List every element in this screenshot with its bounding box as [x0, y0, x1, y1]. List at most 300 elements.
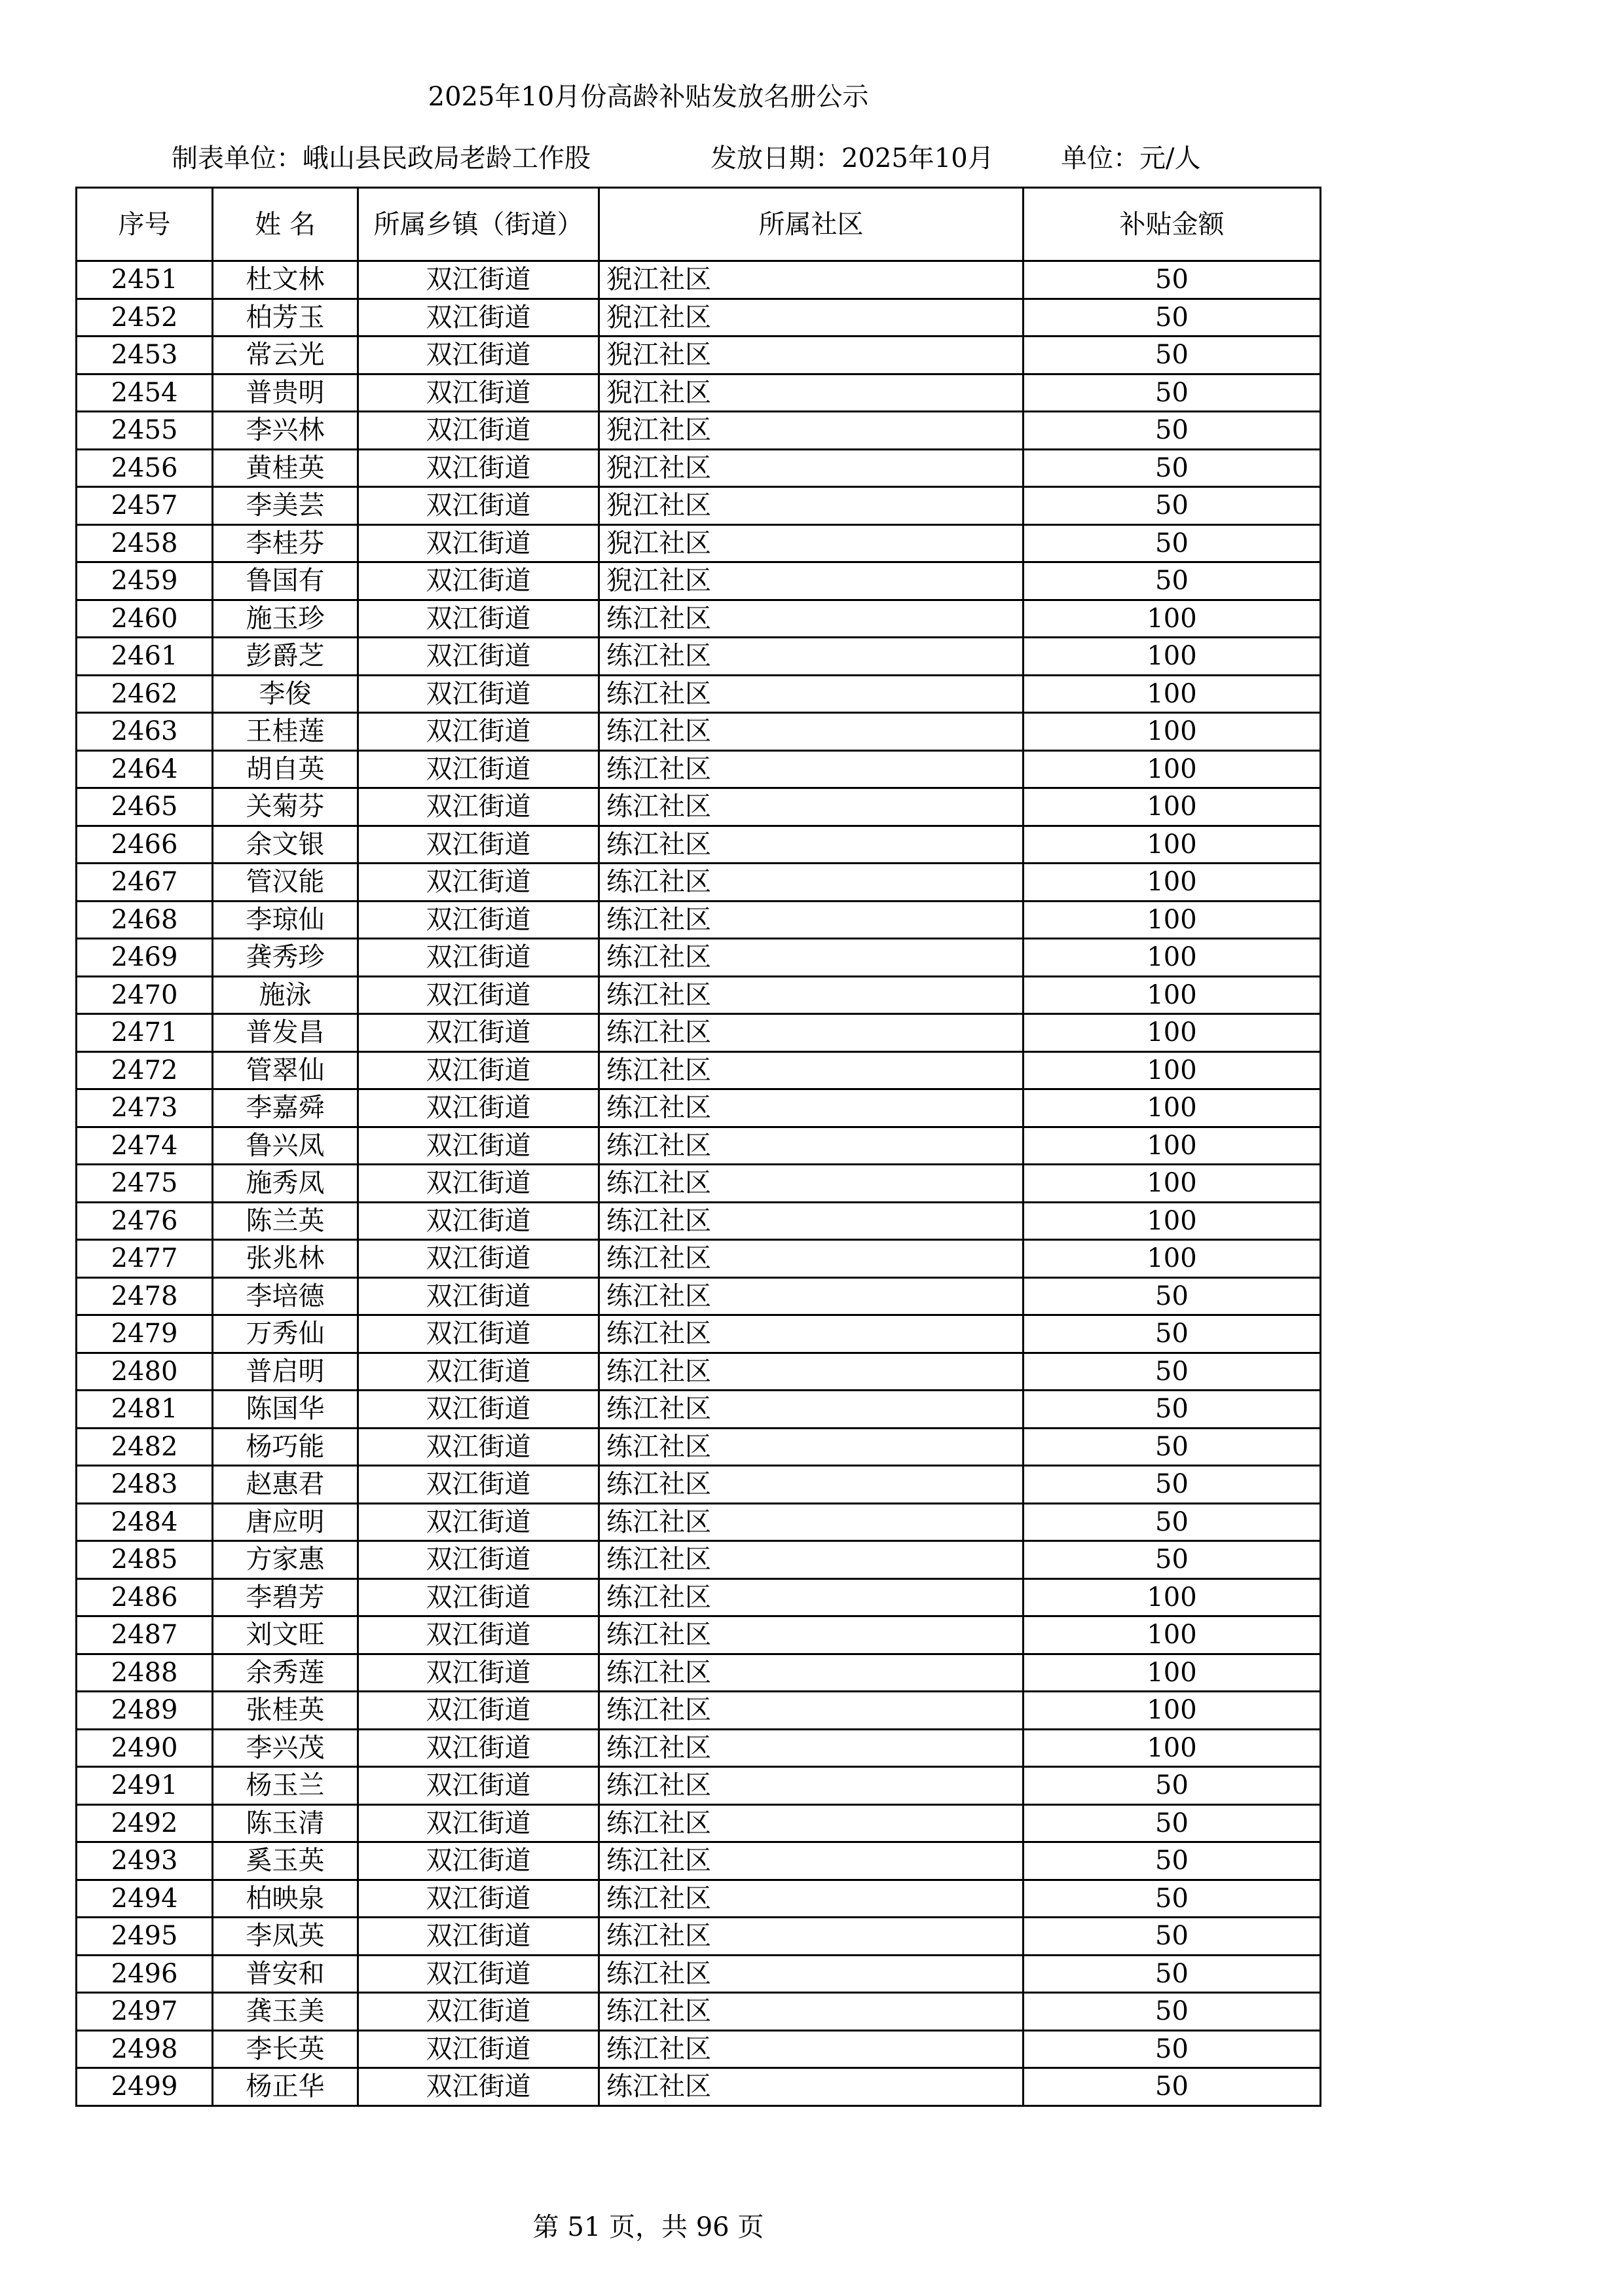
cell-town: 双江街道 [358, 1240, 599, 1278]
cell-town: 双江街道 [358, 374, 599, 412]
table-row [77, 412, 1321, 450]
table-row [77, 1692, 1321, 1730]
cell-community: 练江社区 [599, 1804, 1024, 1842]
cell-name: 杨巧能 [213, 1428, 358, 1466]
cell-name: 杨正华 [213, 2068, 358, 2106]
cell-community: 猊江社区 [599, 524, 1024, 562]
cell-town: 双江街道 [358, 826, 599, 864]
cell-amount: 50 [1024, 1541, 1321, 1579]
cell-amount: 50 [1024, 1918, 1321, 1956]
cell-town: 双江街道 [358, 675, 599, 713]
cell-name: 彭爵芝 [213, 638, 358, 676]
cell-index: 2499 [77, 2068, 213, 2106]
cell-amount: 100 [1024, 750, 1321, 788]
cell-town: 双江街道 [358, 976, 599, 1014]
cell-community: 练江社区 [599, 1315, 1024, 1353]
cell-index: 2469 [77, 939, 213, 977]
cell-amount: 50 [1024, 1955, 1321, 1993]
cell-index: 2473 [77, 1089, 213, 1127]
table-row [77, 1767, 1321, 1805]
table-row [77, 1240, 1321, 1278]
cell-community: 练江社区 [599, 1918, 1024, 1956]
cell-community: 练江社区 [599, 1428, 1024, 1466]
cell-amount: 100 [1024, 826, 1321, 864]
cell-amount: 100 [1024, 1051, 1321, 1089]
cell-name: 余秀莲 [213, 1654, 358, 1692]
cell-community: 练江社区 [599, 1842, 1024, 1880]
cell-community: 猊江社区 [599, 374, 1024, 412]
table-row [77, 1918, 1321, 1956]
cell-community: 猊江社区 [599, 412, 1024, 450]
cell-amount: 100 [1024, 1729, 1321, 1767]
table-row [77, 1051, 1321, 1089]
cell-community: 练江社区 [599, 788, 1024, 826]
cell-index: 2496 [77, 1955, 213, 1993]
cell-name: 李凤英 [213, 1918, 358, 1956]
cell-amount: 50 [1024, 412, 1321, 450]
cell-amount: 50 [1024, 1842, 1321, 1880]
cell-amount: 100 [1024, 1578, 1321, 1616]
table-row [77, 1842, 1321, 1880]
cell-amount: 100 [1024, 901, 1321, 939]
cell-community: 猊江社区 [599, 487, 1024, 525]
cell-name: 李碧芳 [213, 1578, 358, 1616]
cell-amount: 50 [1024, 2068, 1321, 2106]
cell-amount: 50 [1024, 2030, 1321, 2068]
cell-town: 双江街道 [358, 1428, 599, 1466]
cell-community: 练江社区 [599, 600, 1024, 638]
cell-index: 2497 [77, 1993, 213, 2031]
cell-index: 2478 [77, 1277, 213, 1315]
cell-town: 双江街道 [358, 1955, 599, 1993]
cell-name: 李兴林 [213, 412, 358, 450]
cell-name: 李长英 [213, 2030, 358, 2068]
cell-community: 猊江社区 [599, 562, 1024, 600]
table-row [77, 713, 1321, 751]
cell-name: 鲁兴凤 [213, 1127, 358, 1165]
cell-name: 李俊 [213, 675, 358, 713]
cell-index: 2472 [77, 1051, 213, 1089]
cell-town: 双江街道 [358, 524, 599, 562]
cell-index: 2493 [77, 1842, 213, 1880]
cell-amount: 100 [1024, 864, 1321, 902]
cell-town: 双江街道 [358, 600, 599, 638]
cell-amount: 50 [1024, 487, 1321, 525]
cell-community: 练江社区 [599, 826, 1024, 864]
cell-community: 练江社区 [599, 1654, 1024, 1692]
cell-amount: 100 [1024, 1654, 1321, 1692]
cell-town: 双江街道 [358, 1842, 599, 1880]
cell-town: 双江街道 [358, 2068, 599, 2106]
cell-index: 2452 [77, 299, 213, 337]
unit-label: 单位：元/人 [1061, 143, 1201, 173]
cell-community: 练江社区 [599, 1165, 1024, 1203]
cell-index: 2460 [77, 600, 213, 638]
cell-town: 双江街道 [358, 337, 599, 374]
cell-amount: 100 [1024, 713, 1321, 751]
page-number: 第 51 页，共 96 页 [532, 2212, 764, 2242]
cell-town: 双江街道 [358, 1616, 599, 1654]
header-community: 所属社区 [599, 188, 1024, 261]
cell-index: 2451 [77, 261, 213, 299]
cell-index: 2467 [77, 864, 213, 902]
cell-amount: 50 [1024, 1804, 1321, 1842]
cell-name: 施秀凤 [213, 1165, 358, 1203]
cell-town: 双江街道 [358, 1089, 599, 1127]
table-row [77, 976, 1321, 1014]
table-row [77, 1353, 1321, 1391]
cell-name: 普安和 [213, 1955, 358, 1993]
cell-amount: 50 [1024, 1428, 1321, 1466]
cell-community: 猊江社区 [599, 299, 1024, 337]
header-index: 序号 [77, 188, 213, 261]
cell-town: 双江街道 [358, 1918, 599, 1956]
cell-town: 双江街道 [358, 449, 599, 487]
table-row [77, 1202, 1321, 1240]
cell-index: 2482 [77, 1428, 213, 1466]
cell-index: 2462 [77, 675, 213, 713]
cell-index: 2491 [77, 1767, 213, 1805]
cell-name: 杨玉兰 [213, 1767, 358, 1805]
cell-town: 双江街道 [358, 1654, 599, 1692]
cell-town: 双江街道 [358, 1692, 599, 1730]
cell-amount: 50 [1024, 299, 1321, 337]
table-row [77, 2068, 1321, 2106]
cell-amount: 100 [1024, 675, 1321, 713]
cell-index: 2471 [77, 1014, 213, 1052]
cell-community: 练江社区 [599, 1466, 1024, 1504]
cell-index: 2474 [77, 1127, 213, 1165]
table-row [77, 1541, 1321, 1579]
issue-date-label: 发放日期：2025年10月 [710, 143, 994, 173]
table-row [77, 449, 1321, 487]
cell-town: 双江街道 [358, 562, 599, 600]
cell-amount: 50 [1024, 524, 1321, 562]
table-row [77, 1993, 1321, 2031]
cell-town: 双江街道 [358, 1127, 599, 1165]
cell-town: 双江街道 [358, 1541, 599, 1579]
cell-town: 双江街道 [358, 1014, 599, 1052]
cell-name: 方家惠 [213, 1541, 358, 1579]
header-town: 所属乡镇（街道） [358, 188, 599, 261]
cell-index: 2495 [77, 1918, 213, 1956]
cell-index: 2464 [77, 750, 213, 788]
cell-index: 2465 [77, 788, 213, 826]
cell-index: 2476 [77, 1202, 213, 1240]
cell-name: 张兆林 [213, 1240, 358, 1278]
cell-name: 陈兰英 [213, 1202, 358, 1240]
cell-town: 双江街道 [358, 1466, 599, 1504]
cell-index: 2494 [77, 1880, 213, 1918]
cell-name: 王桂莲 [213, 713, 358, 751]
cell-community: 练江社区 [599, 750, 1024, 788]
cell-amount: 100 [1024, 600, 1321, 638]
cell-amount: 100 [1024, 1014, 1321, 1052]
cell-index: 2453 [77, 337, 213, 374]
cell-name: 万秀仙 [213, 1315, 358, 1353]
cell-town: 双江街道 [358, 299, 599, 337]
cell-town: 双江街道 [358, 1578, 599, 1616]
cell-town: 双江街道 [358, 1277, 599, 1315]
cell-community: 练江社区 [599, 939, 1024, 977]
cell-town: 双江街道 [358, 638, 599, 676]
cell-name: 柏映泉 [213, 1880, 358, 1918]
cell-name: 余文银 [213, 826, 358, 864]
cell-amount: 100 [1024, 939, 1321, 977]
cell-name: 黄桂英 [213, 449, 358, 487]
cell-name: 普发昌 [213, 1014, 358, 1052]
cell-town: 双江街道 [358, 1729, 599, 1767]
cell-town: 双江街道 [358, 1165, 599, 1203]
cell-amount: 50 [1024, 337, 1321, 374]
cell-name: 胡自英 [213, 750, 358, 788]
table-row [77, 1880, 1321, 1918]
cell-index: 2480 [77, 1353, 213, 1391]
cell-index: 2487 [77, 1616, 213, 1654]
cell-index: 2459 [77, 562, 213, 600]
cell-index: 2485 [77, 1541, 213, 1579]
table-row [77, 864, 1321, 902]
cell-community: 练江社区 [599, 1391, 1024, 1429]
cell-index: 2481 [77, 1391, 213, 1429]
table-row [77, 337, 1321, 374]
cell-town: 双江街道 [358, 1391, 599, 1429]
table-row [77, 1503, 1321, 1541]
cell-town: 双江街道 [358, 1993, 599, 2031]
cell-town: 双江街道 [358, 713, 599, 751]
table-row [77, 901, 1321, 939]
cell-town: 双江街道 [358, 939, 599, 977]
header-amount: 补贴金额 [1024, 188, 1321, 261]
cell-name: 柏芳玉 [213, 299, 358, 337]
table-row [77, 524, 1321, 562]
cell-community: 练江社区 [599, 1089, 1024, 1127]
cell-amount: 100 [1024, 788, 1321, 826]
cell-amount: 50 [1024, 261, 1321, 299]
cell-amount: 100 [1024, 1165, 1321, 1203]
table-row [77, 1955, 1321, 1993]
table-header-row [77, 188, 1321, 261]
table-row [77, 1804, 1321, 1842]
cell-name: 龚玉美 [213, 1993, 358, 2031]
cell-community: 练江社区 [599, 2068, 1024, 2106]
cell-name: 李兴茂 [213, 1729, 358, 1767]
cell-name: 常云光 [213, 337, 358, 374]
cell-index: 2498 [77, 2030, 213, 2068]
table-row [77, 1014, 1321, 1052]
cell-name: 鲁国有 [213, 562, 358, 600]
cell-name: 刘文旺 [213, 1616, 358, 1654]
cell-town: 双江街道 [358, 1880, 599, 1918]
table-row [77, 826, 1321, 864]
cell-amount: 100 [1024, 976, 1321, 1014]
maker-label: 制表单位：峨山县民政局老龄工作股 [172, 143, 591, 173]
table-row [77, 487, 1321, 525]
cell-amount: 100 [1024, 1616, 1321, 1654]
table-row [77, 299, 1321, 337]
cell-index: 2479 [77, 1315, 213, 1353]
cell-town: 双江街道 [358, 487, 599, 525]
table-body [77, 261, 1321, 2106]
cell-name: 奚玉英 [213, 1842, 358, 1880]
cell-community: 练江社区 [599, 864, 1024, 902]
cell-community: 练江社区 [599, 1127, 1024, 1165]
cell-community: 练江社区 [599, 976, 1024, 1014]
cell-town: 双江街道 [358, 1804, 599, 1842]
cell-amount: 100 [1024, 1692, 1321, 1730]
cell-index: 2475 [77, 1165, 213, 1203]
cell-community: 练江社区 [599, 1353, 1024, 1391]
cell-amount: 50 [1024, 1315, 1321, 1353]
cell-index: 2458 [77, 524, 213, 562]
cell-amount: 50 [1024, 1993, 1321, 2031]
table-row [77, 939, 1321, 977]
cell-community: 练江社区 [599, 1616, 1024, 1654]
cell-community: 练江社区 [599, 1880, 1024, 1918]
cell-index: 2486 [77, 1578, 213, 1616]
cell-name: 杜文林 [213, 261, 358, 299]
table-row [77, 1428, 1321, 1466]
cell-community: 猊江社区 [599, 449, 1024, 487]
cell-name: 普启明 [213, 1353, 358, 1391]
subsidy-roster-table [75, 187, 1321, 2107]
table-row [77, 1315, 1321, 1353]
cell-community: 练江社区 [599, 1578, 1024, 1616]
cell-community: 练江社区 [599, 1240, 1024, 1278]
table-row [77, 374, 1321, 412]
cell-name: 施玉珍 [213, 600, 358, 638]
cell-name: 李嘉舜 [213, 1089, 358, 1127]
cell-community: 练江社区 [599, 1051, 1024, 1089]
cell-community: 练江社区 [599, 1767, 1024, 1805]
table-row [77, 1165, 1321, 1203]
cell-town: 双江街道 [358, 1051, 599, 1089]
cell-index: 2477 [77, 1240, 213, 1278]
cell-name: 关菊芬 [213, 788, 358, 826]
cell-name: 管汉能 [213, 864, 358, 902]
cell-community: 练江社区 [599, 901, 1024, 939]
cell-amount: 50 [1024, 449, 1321, 487]
cell-town: 双江街道 [358, 1315, 599, 1353]
document-title: 2025年10月份高龄补贴发放名册公示 [428, 82, 869, 112]
cell-community: 练江社区 [599, 1503, 1024, 1541]
table-row [77, 675, 1321, 713]
cell-amount: 100 [1024, 638, 1321, 676]
cell-index: 2492 [77, 1804, 213, 1842]
cell-name: 陈国华 [213, 1391, 358, 1429]
cell-community: 练江社区 [599, 1277, 1024, 1315]
cell-community: 练江社区 [599, 1729, 1024, 1767]
cell-index: 2488 [77, 1654, 213, 1692]
table-row [77, 1729, 1321, 1767]
table-row [77, 1616, 1321, 1654]
table-row [77, 261, 1321, 299]
cell-amount: 50 [1024, 562, 1321, 600]
cell-name: 普贵明 [213, 374, 358, 412]
cell-amount: 50 [1024, 1391, 1321, 1429]
cell-name: 李美芸 [213, 487, 358, 525]
cell-community: 猊江社区 [599, 337, 1024, 374]
cell-amount: 50 [1024, 374, 1321, 412]
cell-town: 双江街道 [358, 412, 599, 450]
cell-community: 练江社区 [599, 1955, 1024, 1993]
table-row [77, 2030, 1321, 2068]
cell-name: 李培德 [213, 1277, 358, 1315]
cell-town: 双江街道 [358, 1202, 599, 1240]
table-row [77, 1127, 1321, 1165]
cell-index: 2457 [77, 487, 213, 525]
cell-town: 双江街道 [358, 2030, 599, 2068]
cell-index: 2455 [77, 412, 213, 450]
cell-name: 龚秀珍 [213, 939, 358, 977]
cell-index: 2454 [77, 374, 213, 412]
cell-town: 双江街道 [358, 864, 599, 902]
table-row [77, 1089, 1321, 1127]
cell-index: 2468 [77, 901, 213, 939]
cell-name: 赵惠君 [213, 1466, 358, 1504]
cell-community: 练江社区 [599, 713, 1024, 751]
cell-community: 练江社区 [599, 1541, 1024, 1579]
cell-name: 李琼仙 [213, 901, 358, 939]
cell-community: 练江社区 [599, 675, 1024, 713]
cell-name: 张桂英 [213, 1692, 358, 1730]
cell-name: 管翠仙 [213, 1051, 358, 1089]
cell-community: 猊江社区 [599, 261, 1024, 299]
table-row [77, 1578, 1321, 1616]
cell-index: 2456 [77, 449, 213, 487]
cell-index: 2461 [77, 638, 213, 676]
cell-amount: 100 [1024, 1089, 1321, 1127]
cell-index: 2470 [77, 976, 213, 1014]
table-row [77, 750, 1321, 788]
cell-amount: 50 [1024, 1767, 1321, 1805]
cell-index: 2463 [77, 713, 213, 751]
cell-town: 双江街道 [358, 1503, 599, 1541]
cell-town: 双江街道 [358, 1353, 599, 1391]
cell-amount: 50 [1024, 1503, 1321, 1541]
cell-amount: 100 [1024, 1240, 1321, 1278]
cell-amount: 50 [1024, 1353, 1321, 1391]
table-row [77, 1654, 1321, 1692]
table-row [77, 1391, 1321, 1429]
table-row [77, 562, 1321, 600]
cell-index: 2489 [77, 1692, 213, 1730]
cell-index: 2490 [77, 1729, 213, 1767]
table-row [77, 638, 1321, 676]
cell-index: 2466 [77, 826, 213, 864]
cell-community: 练江社区 [599, 1202, 1024, 1240]
cell-town: 双江街道 [358, 901, 599, 939]
cell-name: 施泳 [213, 976, 358, 1014]
table-row [77, 1277, 1321, 1315]
cell-town: 双江街道 [358, 750, 599, 788]
cell-community: 练江社区 [599, 2030, 1024, 2068]
cell-amount: 50 [1024, 1466, 1321, 1504]
cell-amount: 100 [1024, 1127, 1321, 1165]
cell-town: 双江街道 [358, 261, 599, 299]
header-name: 姓 名 [213, 188, 358, 261]
table-row [77, 1466, 1321, 1504]
cell-amount: 100 [1024, 1202, 1321, 1240]
cell-community: 练江社区 [599, 638, 1024, 676]
cell-community: 练江社区 [599, 1014, 1024, 1052]
table-row [77, 600, 1321, 638]
cell-amount: 50 [1024, 1880, 1321, 1918]
cell-town: 双江街道 [358, 1767, 599, 1805]
cell-amount: 50 [1024, 1277, 1321, 1315]
cell-community: 练江社区 [599, 1692, 1024, 1730]
cell-name: 李桂芬 [213, 524, 358, 562]
